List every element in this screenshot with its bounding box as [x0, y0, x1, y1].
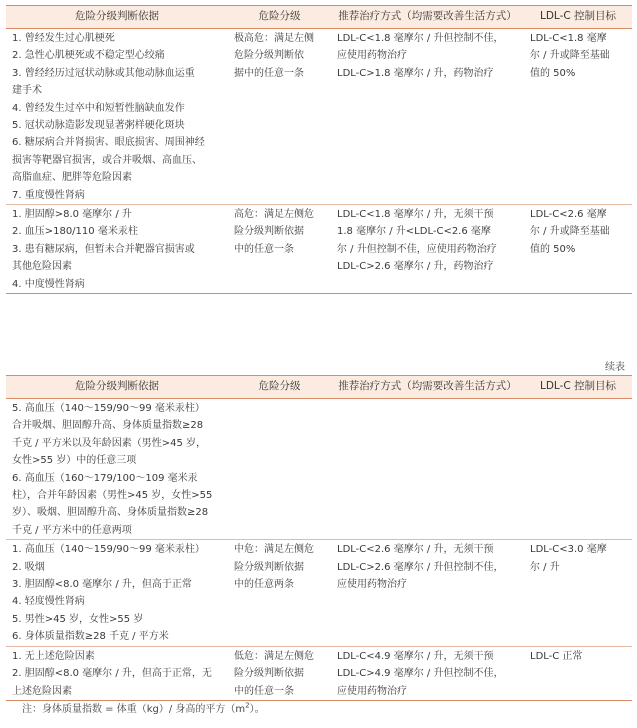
basis-line: 其他危险因素: [12, 261, 72, 273]
cell-level: [228, 29, 331, 205]
target-line: 尔 / 升或降至基础: [530, 50, 610, 62]
basis-line: 4. 曾经发生过卒中和短暂性脑缺血发作: [12, 102, 185, 114]
table-row: [6, 29, 632, 205]
cell-basis: [6, 399, 228, 540]
level-line: 高危：满足左侧危: [234, 209, 314, 221]
cell-target: [524, 540, 632, 646]
header-target: LDL-C 控制目标: [524, 376, 632, 399]
cell-basis: [6, 29, 228, 205]
level-line: 中的任意一条: [234, 243, 294, 255]
treatment-line: LDL-C>4.9 毫摩尔 / 升但控制不佳，: [337, 668, 504, 680]
target-line: 值的 50%: [530, 243, 576, 255]
cell-basis: [6, 646, 228, 700]
basis-line: 7. 重度慢性肾病: [12, 189, 85, 201]
cell-treatment: [331, 540, 524, 646]
target-line: LDL-C<3.0 毫摩: [530, 544, 607, 556]
header-level: 危险分级: [228, 6, 331, 29]
table-row: [6, 205, 632, 294]
header-level: 危险分级: [228, 376, 331, 399]
cell-target: [524, 29, 632, 205]
basis-line: 上述危险因素: [12, 685, 72, 697]
treatment-line: 应使用药物治疗: [337, 579, 407, 591]
basis-line: 5. 高血压（140～159/90～99 毫米汞柱）: [12, 403, 205, 414]
level-line: 中危：满足左侧危: [234, 544, 314, 556]
cell-basis: [6, 540, 228, 646]
header-treatment: 推荐治疗方式（均需要改善生活方式）: [331, 6, 524, 29]
cell-level: [228, 646, 331, 700]
basis-line: 女性>55 岁）中的任意三项: [12, 455, 137, 467]
basis-line: 2. 胆固醇<8.0 毫摩尔 / 升，但高于正常，无: [12, 668, 212, 680]
treatment-line: LDL-C<2.6 毫摩尔 / 升，无须干预: [337, 544, 494, 556]
basis-line: 1. 无上述危险因素: [12, 650, 95, 662]
footnote-text: 注：身体质量指数 = 体重（kg）/ 身高的平方（m: [22, 704, 246, 715]
cell-target: [524, 205, 632, 294]
cell-treatment: [331, 205, 524, 294]
header-basis: 危险分级判断依据: [6, 6, 228, 29]
basis-line: 3. 患有糖尿病，但暂未合并靶器官损害或: [12, 243, 195, 255]
cell-treatment: [331, 646, 524, 700]
treatment-line: 尔 / 升但控制不佳，应使用药物治疗: [337, 243, 497, 255]
basis-line: 2. 急性心肌梗死或不稳定型心绞痛: [12, 50, 165, 62]
target-line: LDL-C 正常: [530, 650, 583, 662]
basis-line: 千克 / 平方米中的任意两项: [12, 524, 132, 536]
basis-line: 4. 轻度慢性肾病: [12, 596, 85, 608]
basis-line: 岁）、吸烟、胆固醇升高、身体质量指数≥28: [12, 507, 209, 519]
table-row: [6, 540, 632, 646]
level-line: 中的任意一条: [234, 685, 294, 697]
basis-line: 合并吸烟、胆固醇升高、身体质量指数≥28: [12, 420, 204, 432]
basis-line: 6. 高血压（160～179/100～109 毫米汞: [12, 472, 198, 484]
treatment-line: LDL-C>1.8 毫摩尔 / 升，药物治疗: [337, 67, 494, 79]
basis-line: 4. 中度慢性肾病: [12, 278, 85, 290]
basis-line: 1. 曾经发生过心肌梗死: [12, 33, 115, 44]
basis-line: 建手术: [12, 85, 42, 97]
basis-line: 3. 曾经经历过冠状动脉或其他动脉血运重: [12, 67, 195, 79]
basis-line: 1. 胆固醇>8.0 毫摩尔 / 升: [12, 209, 132, 221]
target-line: 值的 50%: [530, 67, 576, 79]
level-line: 据中的任意一条: [234, 67, 304, 79]
basis-line: 6. 身体质量指数≥28 千克 / 平方米: [12, 631, 169, 643]
target-line: LDL-C<2.6 毫摩: [530, 209, 607, 221]
cell-treatment: [331, 29, 524, 205]
header-basis: 危险分级判断依据: [6, 376, 228, 399]
treatment-line: LDL-C>2.6 毫摩尔 / 升，药物治疗: [337, 261, 494, 273]
footnote-superscript: 2: [245, 701, 250, 710]
basis-line: 千克 / 平方米以及年龄因素（男性>45 岁，: [12, 437, 207, 449]
target-line: 尔 / 升: [530, 561, 560, 573]
level-line: 中的任意两条: [234, 579, 294, 591]
cell-treatment: [331, 399, 524, 540]
cell-level: [228, 399, 331, 540]
treatment-line: LDL-C<4.9 毫摩尔 / 升，无须干预: [337, 650, 494, 662]
basis-line: 高脂血症、肥胖等危险因素: [12, 172, 132, 184]
treatment-line: 1.8 毫摩尔 / 升<LDL-C<2.6 毫摩: [337, 226, 491, 238]
treatment-line: LDL-C<1.8 毫摩尔 / 升，无须干预: [337, 209, 494, 221]
footnote-end: ）。: [249, 704, 265, 715]
level-line: 险分级判断依据: [234, 226, 304, 238]
header-treatment: 推荐治疗方式（均需要改善生活方式）: [331, 376, 524, 399]
level-line: 极高危：满足左侧: [234, 33, 314, 44]
level-line: 险分级判断依据: [234, 561, 304, 573]
level-line: 危险分级判断依: [234, 50, 304, 62]
basis-line: 柱），合并年龄因素（男性>45 岁，女性>55: [12, 490, 213, 502]
cell-target: [524, 399, 632, 540]
basis-line: 5. 男性>45 岁，女性>55 岁: [12, 613, 144, 625]
level-line: 低危：满足左侧危: [234, 650, 314, 662]
continued-label: 续表: [605, 362, 625, 373]
basis-line: 2. 血压>180/110 毫米汞柱: [12, 226, 138, 238]
treatment-line: LDL-C<1.8 毫摩尔 / 升但控制不佳，: [337, 33, 504, 44]
treatment-line: 应使用药物治疗: [337, 50, 407, 62]
table-row: [6, 399, 632, 540]
table-row: [6, 646, 632, 700]
table-header-row: [6, 376, 632, 399]
cell-basis: [6, 205, 228, 294]
basis-line: 2. 吸烟: [12, 561, 45, 573]
risk-table-part1: [6, 5, 632, 294]
basis-line: 损害等靶器官损害，或合并吸烟、高血压、: [12, 154, 202, 166]
basis-line: 3. 胆固醇<8.0 毫摩尔 / 升，但高于正常: [12, 579, 192, 591]
basis-line: 1. 高血压（140～159/90～99 毫米汞柱）: [12, 544, 205, 556]
cell-level: [228, 205, 331, 294]
footnote: [22, 700, 265, 715]
treatment-line: LDL-C>2.6 毫摩尔 / 升但控制不佳，: [337, 561, 504, 573]
basis-line: 5. 冠状动脉造影发现显著粥样硬化斑块: [12, 120, 185, 132]
table-header-row: [6, 6, 632, 29]
header-target: LDL-C 控制目标: [524, 6, 632, 29]
target-line: LDL-C<1.8 毫摩: [530, 33, 607, 44]
level-line: 险分级判断依据: [234, 668, 304, 680]
treatment-line: 应使用药物治疗: [337, 685, 407, 697]
cell-target: [524, 646, 632, 700]
basis-line: 6. 糖尿病合并肾损害、眼底损害、周围神经: [12, 137, 205, 149]
cell-level: [228, 540, 331, 646]
risk-table-part2: [6, 375, 632, 701]
target-line: 尔 / 升或降至基础: [530, 226, 610, 238]
